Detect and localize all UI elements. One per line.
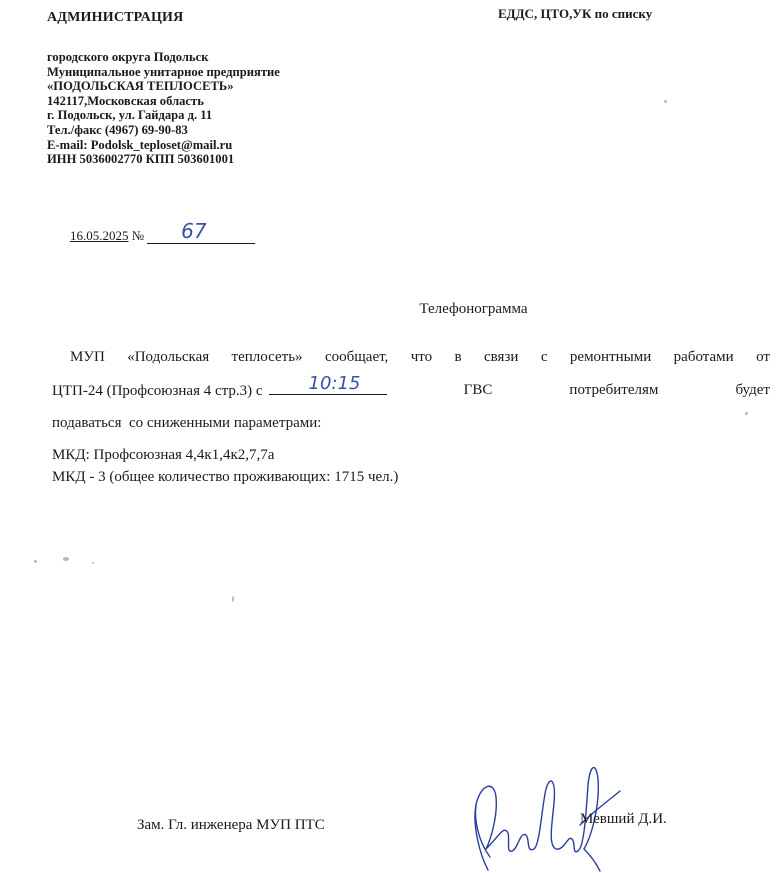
word: теплосеть» xyxy=(231,349,303,365)
number-label: № xyxy=(131,228,145,243)
word: МУП xyxy=(70,349,105,365)
word: с xyxy=(540,349,548,365)
scan-speck xyxy=(63,557,69,561)
signatory-position: Зам. Гл. инженера МУП ПТС xyxy=(137,817,325,833)
org-line: г. Подольск, ул. Гайдара д. 11 xyxy=(47,108,213,123)
document-title: Телефонограмма xyxy=(419,301,528,317)
scan-speck xyxy=(664,100,667,103)
mkd-addresses: МКД: Профсоюзная 4,4к1,4к2,7,7а xyxy=(52,447,275,463)
time-field xyxy=(269,373,387,395)
org-line: Муниципальное унитарное предприятие xyxy=(47,64,280,79)
word: связи xyxy=(484,349,519,365)
document-date: 16.05.2025 xyxy=(70,228,129,243)
body-line-1 xyxy=(52,345,770,369)
mkd-count: МКД - 3 (общее количество проживающих: 1715 чел.) xyxy=(52,469,399,485)
organization-details xyxy=(47,50,387,167)
word: ремонтными xyxy=(569,349,652,365)
org-line: «ПОДОЛЬСКАЯ ТЕПЛОСЕТЬ» xyxy=(47,79,234,94)
signatory-name: Мевший Д.И. xyxy=(580,811,667,827)
scan-speck xyxy=(34,560,37,563)
substation-text: ЦТП-24 (Профсоюзная 4 стр.3) с xyxy=(52,383,263,399)
word: «Подольская xyxy=(127,349,210,365)
document-number: 67 xyxy=(181,219,207,243)
body-line-3: подаваться со сниженными параметрами: xyxy=(52,415,322,431)
administration-title: АДМИНИСТРАЦИЯ xyxy=(47,10,184,25)
org-line: E-mail: Podolsk_teploset@mail.ru xyxy=(47,137,233,152)
body-line-2 xyxy=(52,373,770,402)
body-line-2-prefix xyxy=(52,373,387,402)
number-field xyxy=(147,219,255,244)
word: ГВС xyxy=(463,382,493,398)
word: потребителям xyxy=(569,382,659,398)
org-line: ИНН 5036002770 КПП 503601001 xyxy=(47,152,235,167)
word: сообщает, xyxy=(324,349,389,365)
recipients: ЕДДС, ЦТО,УК по списку xyxy=(498,6,653,21)
org-line: 142117,Московская область xyxy=(47,93,204,108)
word: что xyxy=(410,349,433,365)
word: от xyxy=(756,349,770,365)
document-reference xyxy=(70,219,255,244)
org-line: Тел./факс (4967) 69-90-83 xyxy=(47,122,188,137)
scan-speck xyxy=(92,562,94,564)
word: работами xyxy=(673,349,734,365)
message-body xyxy=(52,345,770,488)
word: в xyxy=(454,349,462,365)
word: будет xyxy=(735,382,770,398)
org-line: городского округа Подольск xyxy=(47,50,209,64)
signature-block xyxy=(0,805,777,865)
handwritten-signature xyxy=(460,745,625,873)
time-value: 10:15 xyxy=(308,373,361,394)
scan-speck xyxy=(232,596,234,602)
sender-block xyxy=(47,10,387,167)
